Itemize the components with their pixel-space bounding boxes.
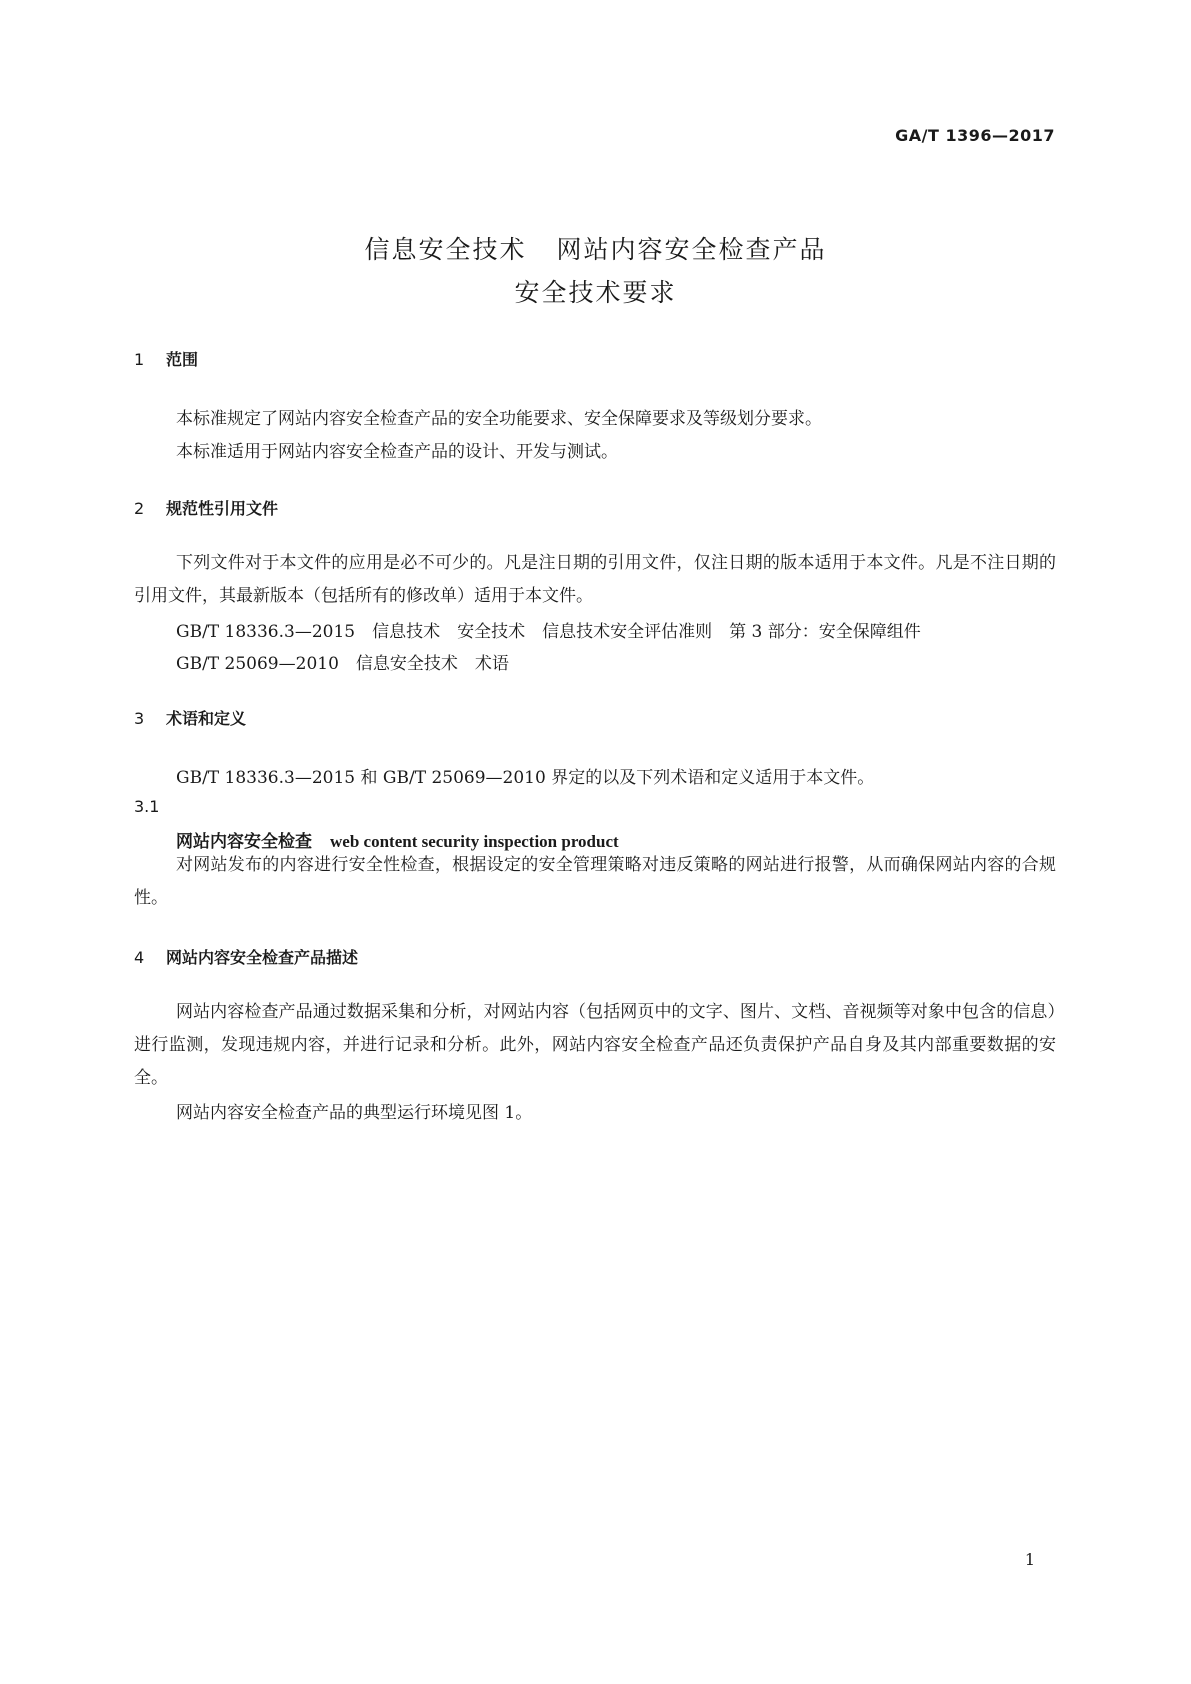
reference-2: GB/T 25069—2010 信息安全技术 术语 — [176, 654, 509, 674]
section-1-paragraph-2: 本标准适用于网站内容安全检查产品的设计、开发与测试。 — [176, 442, 618, 462]
section-number: 4 — [134, 948, 145, 967]
section-title: 术语和定义 — [166, 709, 247, 728]
section-4-paragraph-2: 网站内容安全检查产品的典型运行环境见图 1。 — [176, 1103, 533, 1123]
title-line-1 — [0, 230, 1191, 266]
title-part-1: 信息安全技术 — [364, 235, 527, 264]
section-3-paragraph-1: GB/T 18336.3—2015 和 GB/T 25069—2010 界定的以及下列术语和定义适用于本文件。 — [176, 768, 875, 788]
section-2-heading — [134, 496, 278, 519]
section-title: 范围 — [166, 350, 199, 369]
section-4-paragraph-1: 网站内容检查产品通过数据采集和分析，对网站内容（包括网页中的文字、图片、文档、音视频等对象中包含的信息）进行监测，发现违规内容，并进行记录和分析。此外，网站内容安全检查产品还负责保护产品自身及其内部重要数据的安全。 — [134, 1002, 1056, 1088]
section-1-paragraph-1: 本标准规定了网站内容安全检查产品的安全功能要求、安全保障要求及等级划分要求。 — [176, 409, 822, 429]
title-line-2: 安全技术要求 — [514, 278, 677, 307]
section-title: 规范性引用文件 — [166, 499, 279, 518]
title-part-2: 网站内容安全检查产品 — [556, 235, 827, 264]
section-2-paragraph-1: 下列文件对于本文件的应用是必不可少的。凡是注日期的引用文件，仅注日期的版本适用于本文件。凡是不注日期的引用文件，其最新版本（包括所有的修改单）适用于本文件。 — [134, 553, 1056, 606]
term-english: web content security inspection product — [330, 832, 619, 851]
section-number: 3 — [134, 709, 145, 728]
term-definition: 对网站发布的内容进行安全性检查，根据设定的安全管理策略对违反策略的网站进行报警，从而确保网站内容的合规性。 — [134, 855, 1056, 908]
reference-1: GB/T 18336.3—2015 信息技术 安全技术 信息技术安全评估准则 第 3 部分：安全保障组件 — [176, 622, 921, 642]
term-chinese: 网站内容安全检查 — [176, 832, 312, 852]
term-number: 3.1 — [134, 797, 160, 816]
section-number: 1 — [134, 350, 145, 369]
section-4-heading — [134, 945, 358, 968]
section-number: 2 — [134, 499, 145, 518]
standard-code: GA/T 1396—2017 — [895, 126, 1055, 145]
section-3-heading — [134, 706, 246, 729]
page-number: 1 — [1024, 1550, 1035, 1569]
section-1-heading — [134, 347, 198, 370]
section-title: 网站内容安全检查产品描述 — [166, 948, 359, 967]
